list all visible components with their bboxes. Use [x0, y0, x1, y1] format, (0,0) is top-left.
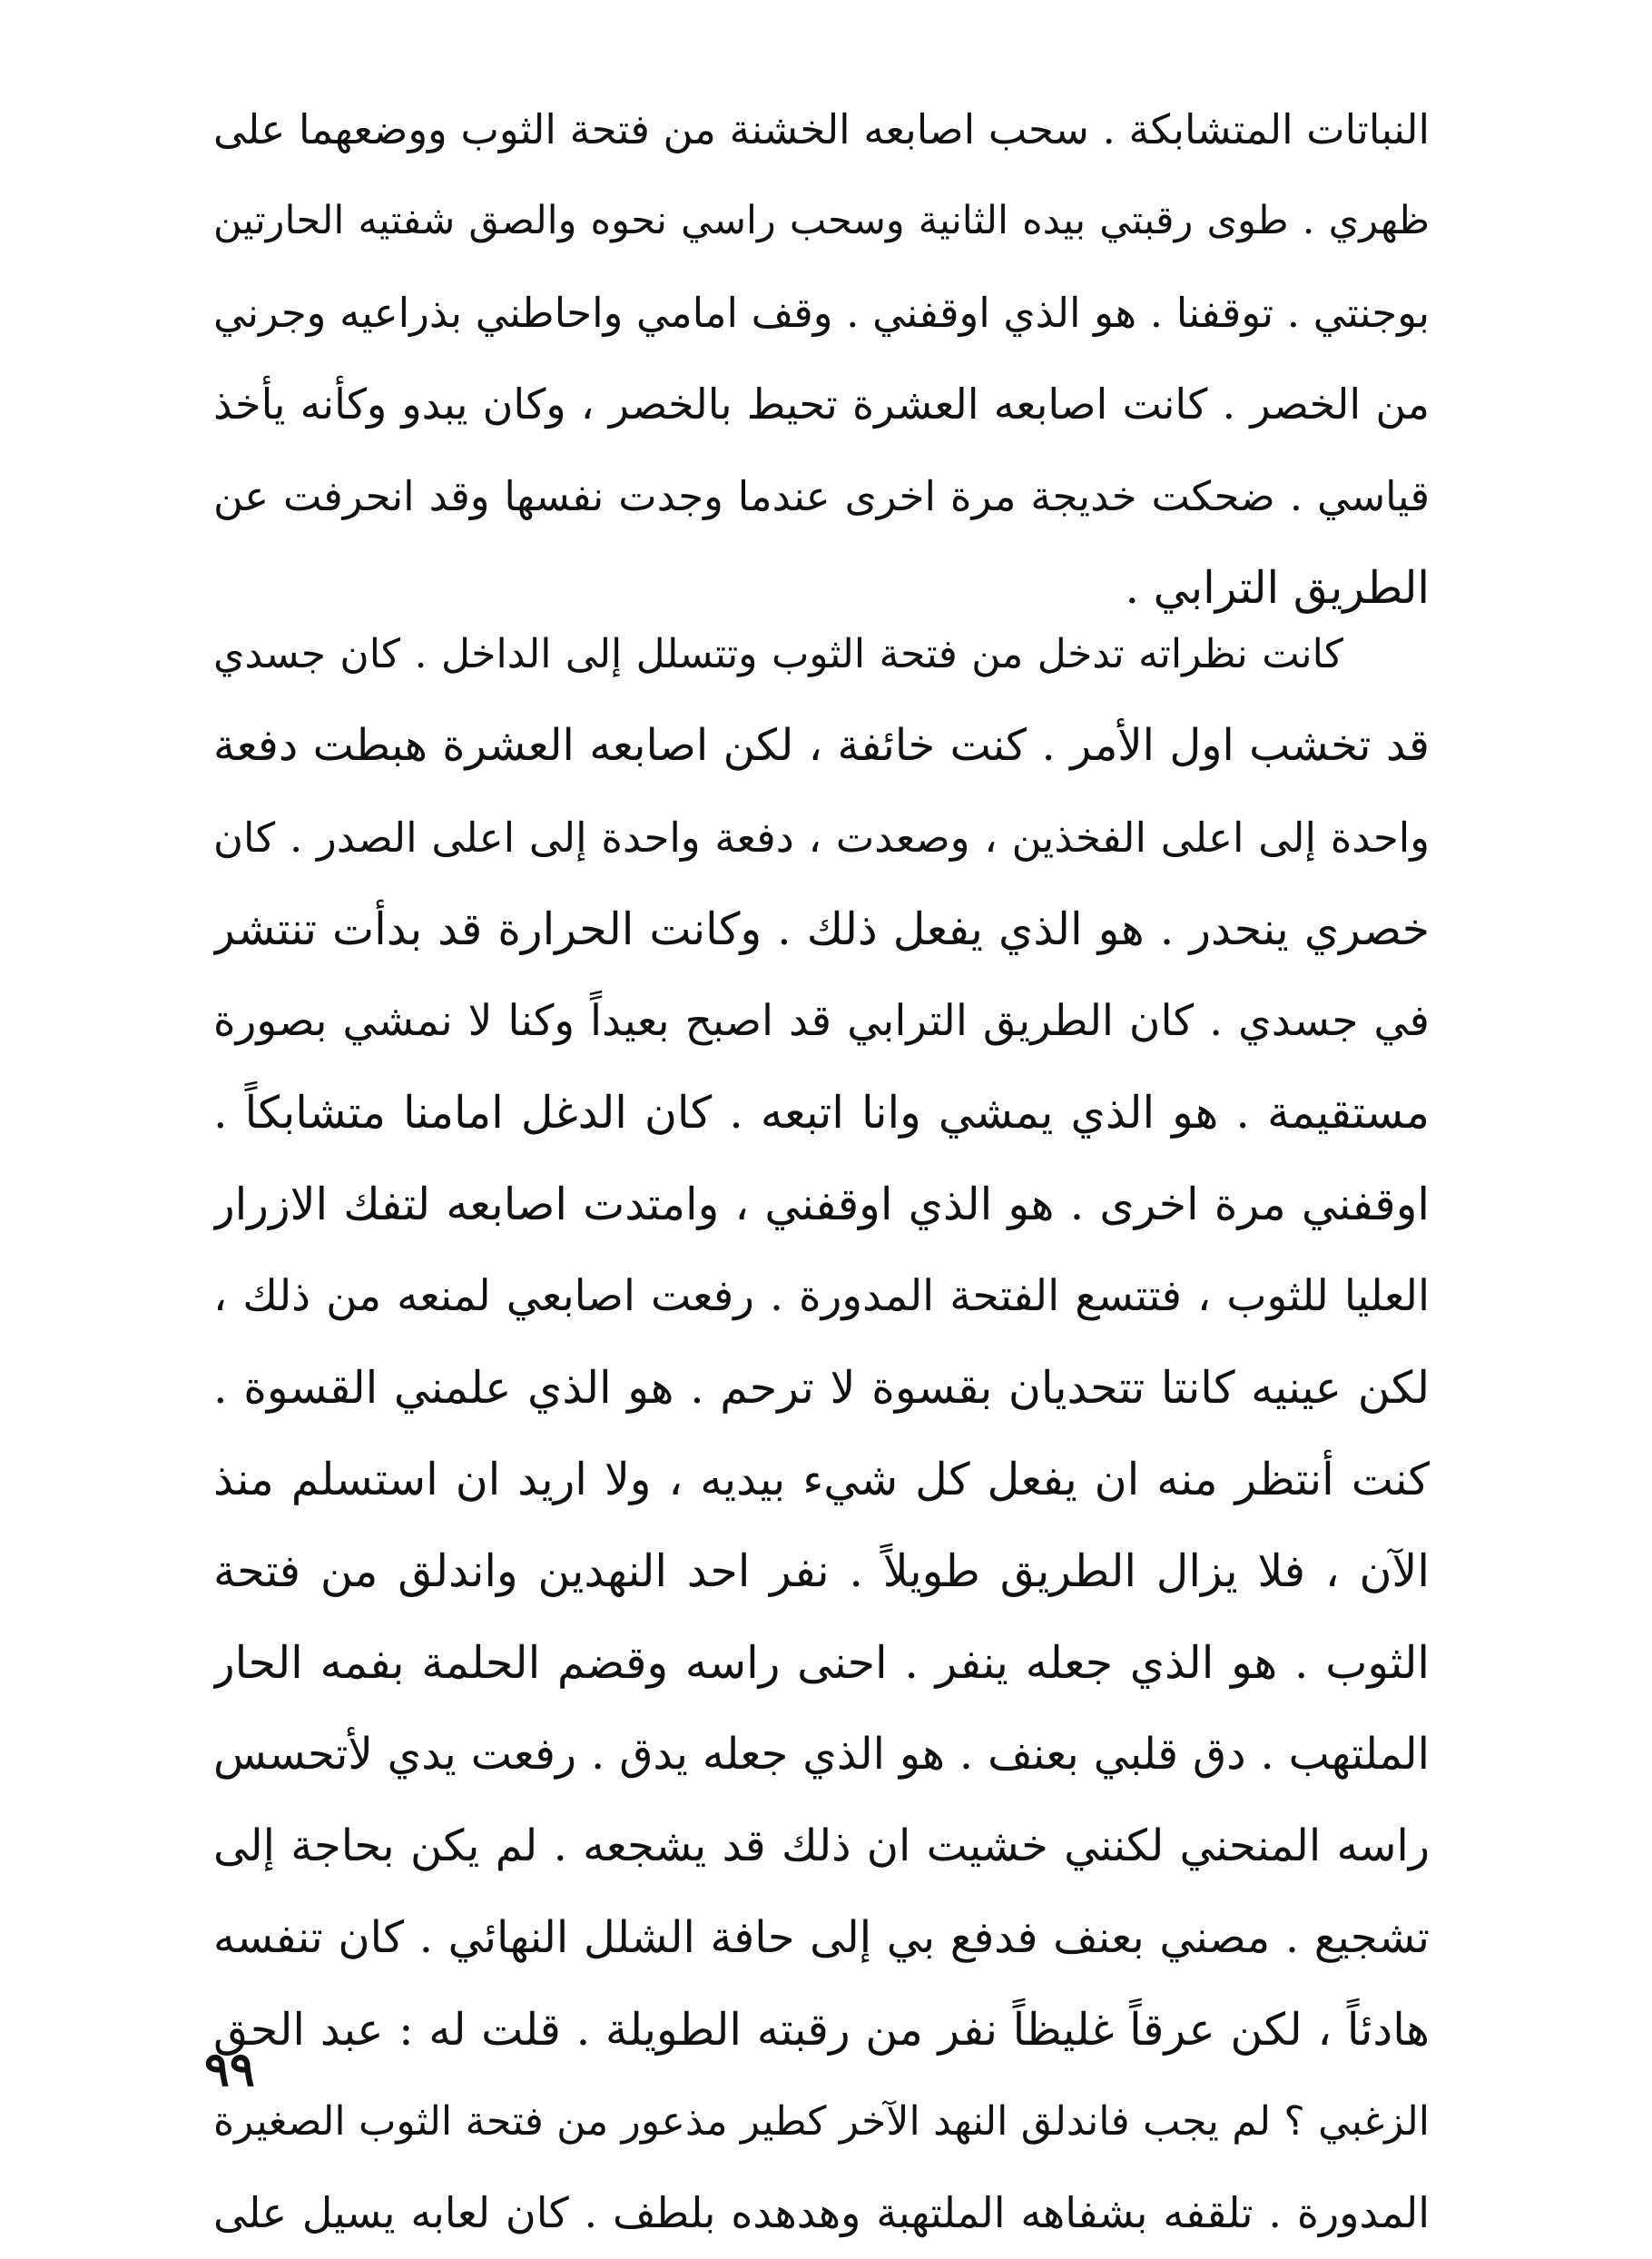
text-line: الآن ، فلا يزال الطريق طويلاً . نفر احد النهدين واندلق من فتحة	[213, 1545, 1430, 1597]
text-line: هادئاً ، لكن عرقاً غليظاً نفر من رقبته الطويلة . قلت له : عبد الحق	[213, 2004, 1430, 2056]
text-line: مستقيمة . هو الذي يمشي وانا اتبعه . كان الدغل امامنا متشابكاً .	[213, 1087, 1430, 1139]
text-line: في جسدي . كان الطريق الترابي قد اصبح بعيداً وكنا لا نمشي بصورة	[213, 996, 1430, 1046]
text-line: الملتهب . دق قلبي بعنف . هو الذي جعله يدق . رفعت يدي لأتحسس	[213, 1729, 1430, 1780]
text-line: تشجيع . مصني بعنف فدفع بي إلى حافة الشلل النهائي . كان تنفسه	[213, 1912, 1430, 1963]
paragraph-2	[213, 608, 1430, 2259]
text-line: من الخصر . كانت اصابعه العشرة تحيط بالخصر ، وكان يبدو وكأنه يأخذ	[213, 380, 1430, 429]
text-line: كنت أنتظر منه ان يفعل كل شيء بيديه ، ولا اريد ان استسلم منذ	[213, 1454, 1430, 1505]
text-line: الثوب . هو الذي جعله ينفر . احنى راسه وقضم الحلمة بفمه الحار	[213, 1637, 1430, 1689]
text-line: اوقفني مرة اخرى . هو الذي اوقفني ، وامتدت اصابعه لتفك الازرار	[213, 1179, 1430, 1230]
paragraph-1	[213, 84, 1430, 634]
text-line: الطريق الترابي .	[1125, 562, 1430, 614]
text-line: خصري ينحدر . هو الذي يفعل ذلك . وكانت الحرارة قد بدأت تنتشر	[213, 903, 1430, 955]
text-line: بوجنتي . توقفنا . هو الذي اوقفني . وقف امامي واحاطني بذراعيه وجرني	[213, 289, 1430, 337]
text-line: قياسي . ضحكت خديجة مرة اخرى عندما وجدت نفسها وقد انحرفت عن	[213, 472, 1430, 520]
text-line: الزغبي ؟ لم يجب فاندلق النهد الآخر كطير مذعور من فتحة الثوب الصغيرة	[213, 2098, 1430, 2145]
text-line: المدورة . تلقفه بشفاهه الملتهبة وهدهده بلطف . كان لعابه يسيل على	[213, 2188, 1430, 2237]
text-line: النباتات المتشابكة . سحب اصابعه الخشنة من فتحة الثوب ووضعهما على	[213, 105, 1430, 153]
text-line: راسه المنحني لكنني خشيت ان ذلك قد يشجعه . لم يكن بحاجة إلى	[213, 1820, 1430, 1871]
page-number: ٩٩	[204, 2042, 255, 2097]
text-line: العليا للثوب ، فتتسع الفتحة المدورة . رفعت اصابعي لمنعه من ذلك ،	[213, 1271, 1430, 1321]
text-line: ظهري . طوى رقبتي بيده الثانية وسحب راسي نحوه والصق شفتيه الحارتين	[213, 198, 1430, 243]
text-line: قد تخشب اول الأمر . كنت خائفة ، لكن اصابعه العشرة هبطت دفعة	[213, 720, 1430, 771]
text-line: كانت نظراته تدخل من فتحة الثوب وتتسلل إلى الداخل . كان جسدي	[213, 631, 1343, 677]
text-line: لكن عينيه كانتا تتحديان بقسوة لا ترحم . هو الذي علمني القسوة .	[213, 1362, 1430, 1414]
text-line: واحدة إلى اعلى الفخذين ، وصعدت ، دفعة واحدة إلى اعلى الصدر . كان	[213, 814, 1430, 862]
